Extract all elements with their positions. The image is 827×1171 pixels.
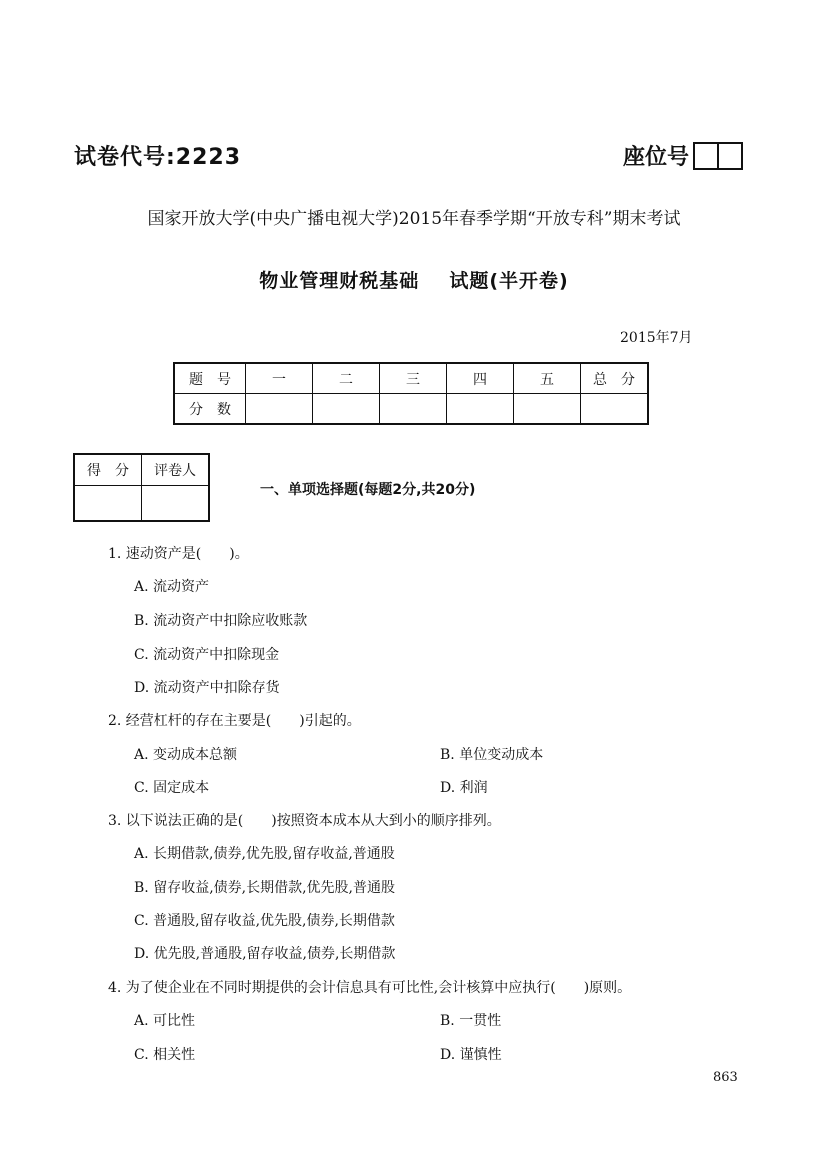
- option: D. 流动资产中扣除存货: [134, 680, 280, 696]
- grader-cell: [142, 486, 210, 522]
- column-header: 二: [313, 363, 380, 394]
- question-stem: 1. 速动资产是( )。: [108, 546, 249, 562]
- score-table: [173, 362, 649, 425]
- row-label: 分 数: [174, 394, 246, 425]
- row-label: 题 号: [174, 363, 246, 394]
- grader-label: 评卷人: [142, 454, 210, 486]
- option: B. 流动资产中扣除应收账款: [134, 613, 308, 629]
- paper-type: 试题(半开卷): [449, 270, 569, 292]
- grader-table: [73, 453, 210, 522]
- seat-boxes: [693, 142, 743, 170]
- seat-number: [623, 140, 743, 171]
- course-name: 物业管理财税基础: [259, 270, 420, 292]
- score-cell: [313, 394, 380, 425]
- option: D. 优先股,普通股,留存收益,债券,长期借款: [134, 946, 396, 962]
- option: A. 长期借款,债券,优先股,留存收益,普通股: [134, 846, 395, 862]
- question-stem: 4. 为了使企业在不同时期提供的会计信息具有可比性,会计核算中应执行( )原则。: [108, 980, 632, 996]
- option: D. 谨慎性: [440, 1047, 502, 1063]
- option: A. 变动成本总额: [134, 747, 238, 763]
- section-heading: 一、单项选择题(每题2分,共20分): [260, 482, 476, 498]
- column-header: 四: [447, 363, 514, 394]
- column-header: 总 分: [581, 363, 649, 394]
- option: D. 利润: [440, 780, 488, 796]
- exam-date: 2015年7月: [620, 330, 693, 346]
- seat-box: [693, 142, 719, 170]
- score-cell: [514, 394, 581, 425]
- exam-code: 试卷代号:2223: [74, 145, 242, 170]
- option: A. 流动资产: [134, 579, 210, 595]
- option: C. 相关性: [134, 1047, 196, 1063]
- grader-table-header-row: [74, 454, 209, 486]
- score-table-score-row: [174, 394, 648, 425]
- option: B. 留存收益,债券,长期借款,优先股,普通股: [134, 880, 395, 896]
- score-cell: [581, 394, 649, 425]
- seat-label: 座位号: [623, 145, 690, 170]
- option: C. 普通股,留存收益,优先股,债券,长期借款: [134, 913, 395, 929]
- option: A. 可比性: [134, 1013, 196, 1029]
- question-stem: 3. 以下说法正确的是( )按照资本成本从大到小的顺序排列。: [108, 813, 501, 829]
- seat-box: [719, 142, 743, 170]
- score-cell: [380, 394, 447, 425]
- grader-table-blank-row: [74, 486, 209, 522]
- score-cell: [246, 394, 313, 425]
- exam-subtitle: 国家开放大学(中央广播电视大学)2015年春季学期“开放专科”期末考试: [147, 209, 681, 229]
- column-header: 一: [246, 363, 313, 394]
- exam-title: [74, 266, 754, 293]
- score-label: 得 分: [74, 454, 142, 486]
- page-number: 863: [713, 1070, 738, 1085]
- column-header: 三: [380, 363, 447, 394]
- score-table-header-row: [174, 363, 648, 394]
- option: C. 流动资产中扣除现金: [134, 647, 280, 663]
- option: C. 固定成本: [134, 780, 210, 796]
- column-header: 五: [514, 363, 581, 394]
- score-cell: [74, 486, 142, 522]
- option: B. 单位变动成本: [440, 747, 544, 763]
- score-cell: [447, 394, 514, 425]
- option: B. 一贯性: [440, 1013, 502, 1029]
- question-stem: 2. 经营杠杆的存在主要是( )引起的。: [108, 713, 361, 729]
